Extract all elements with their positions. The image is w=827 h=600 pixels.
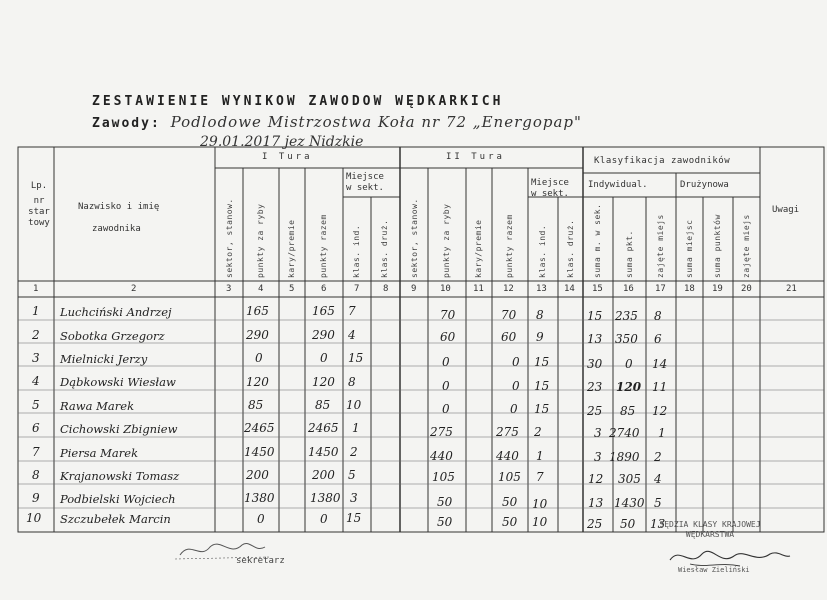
- col-label-7: klas. ind.: [352, 224, 361, 278]
- table-row: 3 Mielnicki Jerzy 0 0 15 0 0 15 30 0 14: [32, 351, 668, 371]
- col-label-10: punkty za ryby: [442, 203, 451, 278]
- col-label-4: punkty za ryby: [256, 203, 265, 278]
- table-row: 9 Podbielski Wojciech 1380 1380 3 50 50 10 13 1430 5: [32, 491, 662, 511]
- tura2-header: II Tura: [446, 152, 505, 162]
- col-label-9: sektor, stanow.: [410, 198, 419, 278]
- competition-name: Podlodowe Mistrzostwa Koła nr 72 „Energopap": [170, 113, 582, 131]
- indywidual-header: Indywidual.: [588, 180, 648, 190]
- uwagi-header: Uwagi: [772, 205, 800, 215]
- col-label-8: klas. druż.: [380, 219, 389, 278]
- col-label-11: kary/premie: [474, 219, 483, 278]
- table-row: 1 Luchciński Andrzej 165 165 7 70 70 8 15 235 8: [32, 304, 662, 323]
- col-label-14: klas. druż.: [566, 219, 575, 278]
- col-label-18: suma miejsc: [685, 219, 694, 278]
- col-label-12: punkty razem: [505, 214, 514, 278]
- judge-name: Wiesław Zieliński: [678, 566, 750, 574]
- competition-label: Zawody:: [92, 116, 161, 131]
- table-row: 2 Sobotka Grzegorz 290 290 4 60 60 9 13 350 6: [32, 328, 662, 346]
- table-row: 5 Rawa Marek 85 85 10 0 0 15 25 85 12: [32, 398, 668, 418]
- miejsce1-header: Miejsce w sekt.: [346, 172, 384, 193]
- col-label-15: suma m. w sek.: [593, 203, 602, 278]
- col-label-19: suma punktów: [713, 214, 722, 278]
- table-row: 7 Piersa Marek 1450 1450 2 440 440 1 3 1890 2: [32, 445, 662, 464]
- col-label-6: punkty razem: [319, 214, 328, 278]
- table-row: 4 Dąbkowski Wiesław 120 120 8 0 0 15 23 120 11: [32, 374, 668, 394]
- col-label-5: kary/premie: [287, 219, 296, 278]
- name-header: Nazwisko i imię zawodnika: [78, 202, 160, 234]
- document-title: ZESTAWIENIE WYNIKOW ZAWODOW WĘDKARKICH: [92, 94, 504, 109]
- druzynowa-header: Drużynowa: [680, 180, 729, 190]
- miejsce2-header: Miejsce w sekt.: [531, 178, 569, 199]
- col-label-16: suma pkt.: [625, 230, 634, 278]
- col-label-3: sektor, stanow.: [225, 198, 234, 278]
- date-place: 29.01.2017 jez Nidzkie: [200, 134, 364, 150]
- table-row: 6 Cichowski Zbigniew 2465 2465 1 275 275 2 3 2740 1: [32, 421, 666, 440]
- table-row: 8 Krajanowski Tomasz 200 200 5 105 105 7 12 305 4: [32, 468, 662, 486]
- col-label-20: zajęte miejs: [742, 214, 751, 278]
- lp-header: Lp. nr star towy: [28, 181, 50, 228]
- klasyfikacja-header: Klasyfikacja zawodników: [594, 156, 731, 166]
- tura1-header: I Tura: [262, 152, 313, 162]
- col-label-17: zajęte miejs: [656, 214, 665, 278]
- table-row: 10 Szczubełek Marcin 0 0 15 50 50 10 25 50 13: [26, 511, 666, 531]
- secretary-label: sekretarz: [236, 556, 285, 566]
- judge-stamp: SĘDZIA KLASY KRAJOWEJ WĘDKARSTWA: [659, 520, 761, 539]
- col-label-13: klas. ind.: [538, 224, 547, 278]
